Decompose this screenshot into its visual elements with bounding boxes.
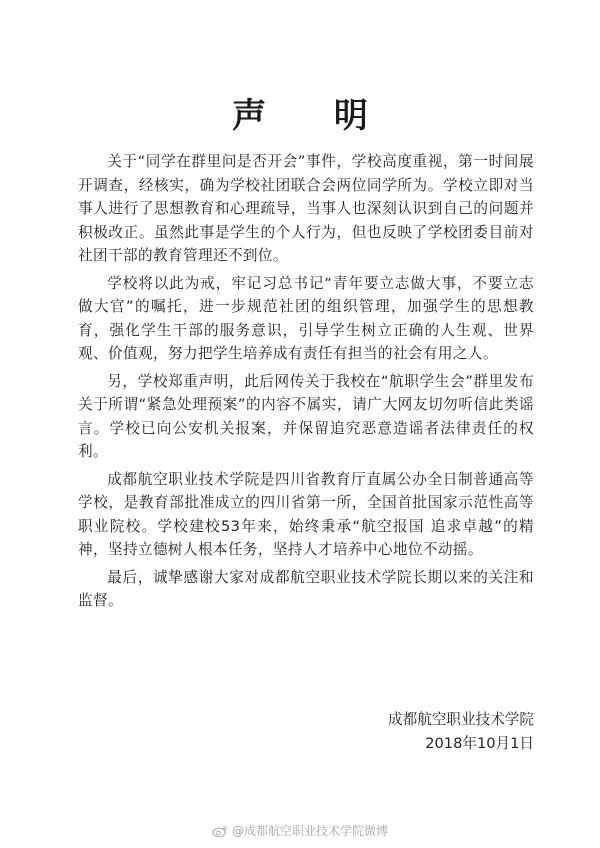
signature-block (388, 708, 534, 756)
paragraph-thanks: 最后，诚挚感谢大家对成都航空职业技术学院长期以来的关注和监督。 (78, 568, 534, 609)
signature-date: 2018年10月1日 (425, 735, 534, 752)
paragraph-incident: 关于“同学在群里问是否开会”事件，学校高度重视，第一时间展开调查，经核实，确为学校社团联合会两位同学所为。学校立即对当事人进行了思想教育和心理疏导，当事人也深刻认识到自己的问题并积极改正。虽然此事是学生的个人行为，但也反映了学校团委目前对社团干部的教育管理还不到位。 (78, 153, 534, 264)
paragraph-measures: 学校将以此为戒，牢记习总书记“青年要立志做大事，不要立志做大官”的嘱托，进一步规范社团的组织管理，加强学生的思想教育，强化学生干部的服务意识，引导学生树立正确的人生观、世界观、价值观，努力把学生培养成有责任有担当的社会有用之人。 (78, 274, 534, 362)
document-body (78, 150, 534, 617)
signature-organization: 成都航空职业技术学院 (388, 711, 534, 728)
paragraph-clarification: 另，学校郑重声明，此后网传关于我校在“航职学生会”群里发布关于所谓“紧急处理预案”的内容不属实，请广大网友切勿听信此类谣言。学校已向公安机关报案，并保留追究恶意造谣者法律责任的权利。 (78, 372, 534, 460)
weibo-watermark (212, 822, 388, 839)
paragraph-school-intro: 成都航空职业技术学院是四川省教育厅直属公办全日制普通高等学校，是教育部批准成立的四川省第一所，全国首批国家示范性高等职业院校。学校建校53年来，始终秉承“航空报国 追求卓越”的精神，坚持立德树人根本任务，坚持人才培养中心地位不动摇。 (78, 470, 534, 558)
watermark-text: @成都航空职业技术学院微博 (232, 824, 389, 838)
document-title: 声 明 (232, 96, 396, 136)
weibo-icon (212, 824, 228, 838)
